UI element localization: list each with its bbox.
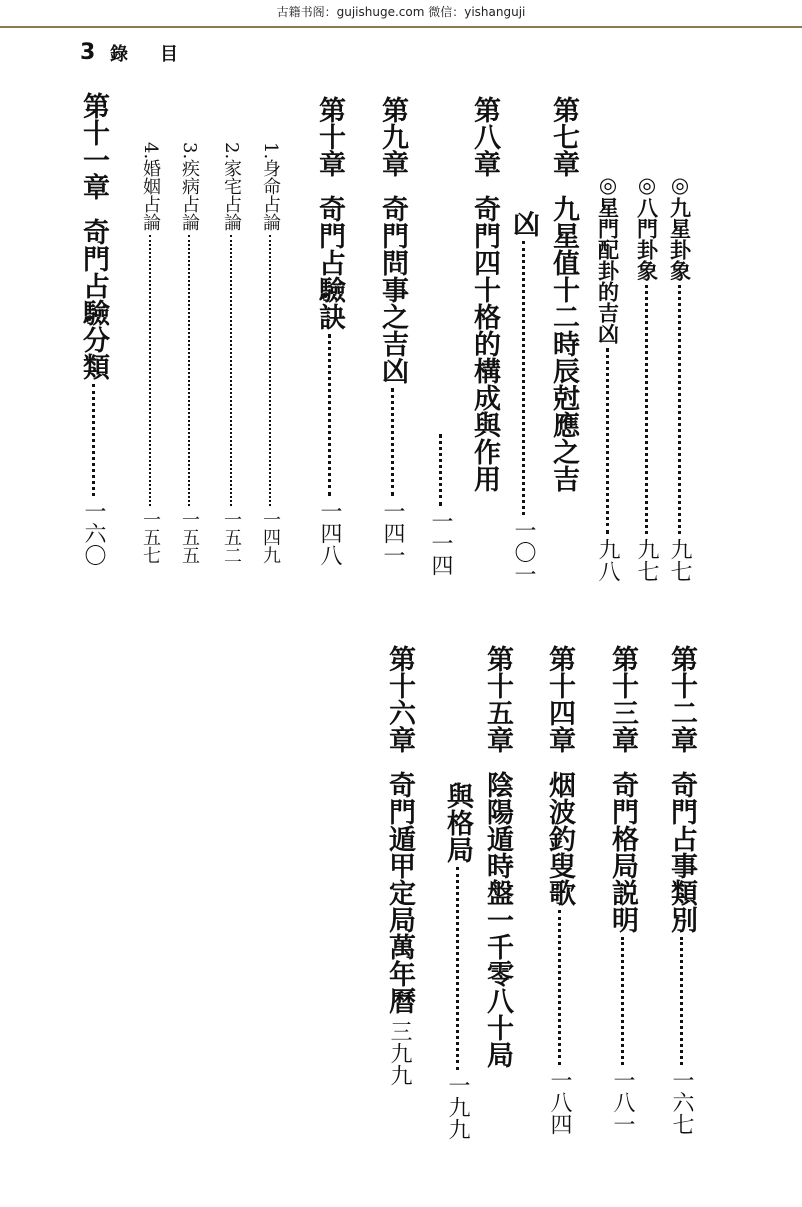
toc-entry-chapter-8-page bbox=[425, 430, 456, 576]
toc-entry-jiazhai-zhanlun bbox=[218, 142, 244, 564]
chapter-label: 第十五章 bbox=[482, 645, 513, 753]
chapter-label: 第九章 bbox=[377, 96, 408, 177]
entry-page: 一八一 bbox=[610, 1069, 635, 1135]
entry-title: 1.身命占論 bbox=[260, 142, 281, 232]
entry-title: ◎星門配卦的吉凶 bbox=[595, 172, 621, 344]
entry-page: 九七 bbox=[667, 538, 692, 582]
toc-entry-chapter-15-continuation bbox=[438, 782, 477, 1140]
leader-dots bbox=[149, 235, 151, 506]
entry-title: 奇門問事之吉凶 bbox=[377, 195, 408, 384]
entry-page: 一六七 bbox=[669, 1069, 694, 1135]
toc-entry-jiuxing-guaxiang bbox=[664, 172, 695, 582]
watermark-bar bbox=[0, 0, 802, 28]
entry-page: 一四九 bbox=[260, 510, 281, 564]
entry-title-cont: 凶 bbox=[508, 210, 539, 237]
leader-dots bbox=[456, 867, 459, 1070]
leader-dots bbox=[92, 384, 95, 496]
entry-page: 一四一 bbox=[380, 500, 405, 566]
toc-entry-chapter-14 bbox=[540, 645, 579, 1135]
leader-dots bbox=[188, 235, 190, 506]
toc-entry-chapter-10 bbox=[310, 96, 349, 566]
entry-page: 一四八 bbox=[317, 500, 342, 566]
chapter-label: 第十一章 bbox=[78, 92, 109, 200]
chapter-label: 第八章 bbox=[469, 96, 500, 177]
header-word-lu: 錄 bbox=[110, 44, 128, 65]
toc-entry-chapter-13 bbox=[603, 645, 642, 1135]
entry-page: 一六〇 bbox=[81, 500, 106, 566]
toc-entry-chapter-9 bbox=[373, 96, 412, 566]
entry-title: 3.疾病占論 bbox=[179, 142, 200, 232]
entry-title: ◎八門卦象 bbox=[634, 172, 660, 281]
toc-entry-chapter-16 bbox=[380, 645, 419, 1140]
entry-title: ◎九星卦象 bbox=[667, 172, 693, 281]
leader-dots bbox=[328, 334, 331, 496]
chapter-label: 第十四章 bbox=[544, 645, 575, 753]
leader-dots bbox=[522, 241, 525, 515]
toc-entry-chapter-12 bbox=[662, 645, 701, 1135]
entry-title: 陰陽遁時盤一千零八十局 bbox=[482, 771, 513, 1068]
leader-dots bbox=[621, 937, 624, 1065]
toc-entry-chapter-7 bbox=[544, 96, 583, 556]
entry-title: 奇門遁甲定局萬年曆 bbox=[384, 771, 415, 1014]
leader-dots bbox=[391, 388, 394, 496]
entry-page: 一五七 bbox=[140, 510, 161, 564]
toc-entry-jibing-zhanlun bbox=[176, 142, 202, 564]
leader-dots bbox=[678, 285, 681, 534]
entry-title: 奇門格局説明 bbox=[607, 771, 638, 933]
toc-entry-chapter-15 bbox=[478, 645, 517, 1135]
leader-dots bbox=[558, 910, 561, 1065]
leader-dots bbox=[230, 235, 232, 506]
entry-page: 九八 bbox=[595, 538, 620, 582]
entry-page: 一八四 bbox=[547, 1069, 572, 1135]
toc-entry-chapter-7-continuation bbox=[504, 210, 543, 585]
entry-title: 奇門占驗分類 bbox=[78, 218, 109, 380]
entry-title-cont: 與格局 bbox=[442, 782, 473, 863]
entry-title: 4.婚姻占論 bbox=[140, 142, 161, 232]
chapter-label: 第十章 bbox=[314, 96, 345, 177]
chapter-label: 第十三章 bbox=[607, 645, 638, 753]
leader-dots bbox=[645, 285, 648, 534]
entry-title: 奇門四十格的構成與作用 bbox=[469, 195, 500, 492]
entry-title: 奇門占驗訣 bbox=[314, 195, 345, 330]
leader-dots bbox=[680, 937, 683, 1065]
leader-dots bbox=[606, 348, 609, 534]
watermark-text: 古籍书阁：gujishuge.com 微信：yishanguji bbox=[276, 5, 526, 19]
toc-entry-chapter-8 bbox=[465, 96, 504, 576]
toc-entry-shenming-zhanlun bbox=[257, 142, 283, 564]
toc-entry-hunyin-zhanlun bbox=[137, 142, 163, 564]
entry-title: 烟波釣叟歌 bbox=[544, 771, 575, 906]
entry-page: 一五二 bbox=[221, 510, 242, 564]
leader-dots bbox=[439, 434, 442, 506]
entry-page: 一九九 bbox=[445, 1074, 470, 1140]
entry-title: 奇門占事類別 bbox=[666, 771, 697, 933]
toc-entry-xingmen-peigua bbox=[592, 172, 623, 582]
page-number: 3 bbox=[80, 40, 96, 65]
entry-page: 一一四 bbox=[428, 510, 453, 576]
entry-page: 一〇一 bbox=[511, 519, 536, 585]
toc-entry-chapter-11 bbox=[74, 92, 113, 566]
entry-title: 九星值十二時辰尅應之吉 bbox=[548, 195, 579, 492]
entry-page: 三九九 bbox=[387, 1020, 412, 1086]
entry-title: 2.家宅占論 bbox=[221, 142, 242, 232]
chapter-label: 第七章 bbox=[548, 96, 579, 177]
chapter-label: 第十二章 bbox=[666, 645, 697, 753]
header-word-mu: 目 bbox=[160, 44, 178, 65]
chapter-label: 第十六章 bbox=[384, 645, 415, 753]
toc-entry-bamen-guaxiang bbox=[631, 172, 662, 582]
entry-page: 一五五 bbox=[179, 510, 200, 564]
leader-dots bbox=[269, 235, 271, 506]
entry-page: 九七 bbox=[634, 538, 659, 582]
